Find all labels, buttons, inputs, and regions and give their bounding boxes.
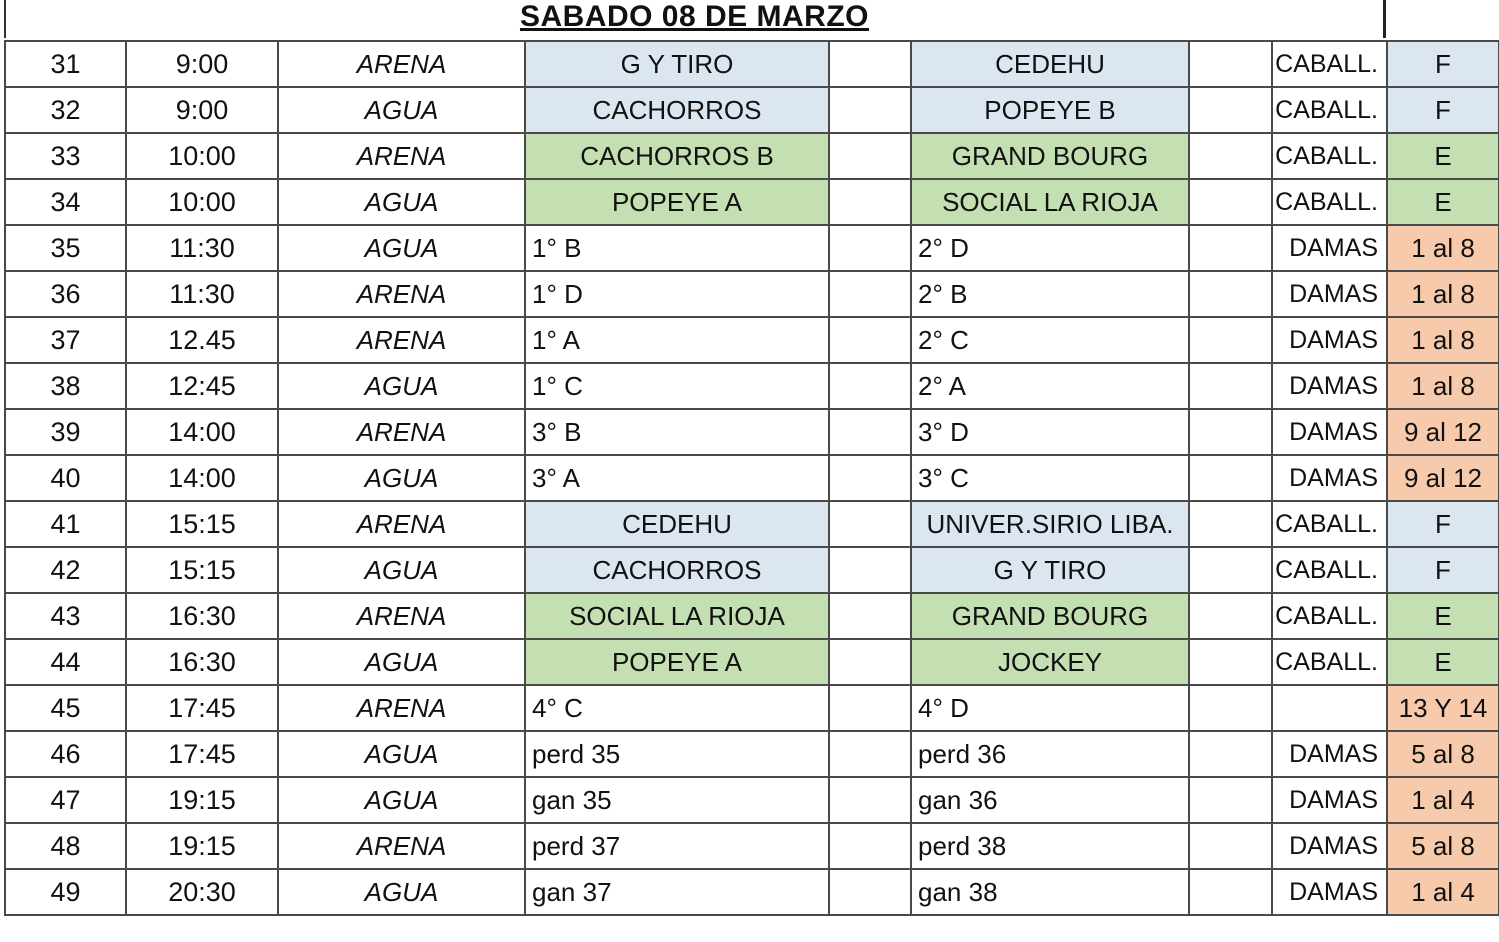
court-cell: AGUA: [278, 179, 525, 225]
match-number-cell: 48: [5, 823, 126, 869]
time-cell: 17:45: [126, 685, 278, 731]
table-row: [5, 731, 1499, 777]
spacer-cell: [1189, 409, 1272, 455]
court-cell: ARENA: [278, 409, 525, 455]
team1-cell: 3° A: [525, 455, 829, 501]
spacer-cell: [829, 87, 911, 133]
category-cell: CABALL.: [1272, 547, 1387, 593]
match-number-cell: 32: [5, 87, 126, 133]
group-cell: 5 al 8: [1387, 731, 1499, 777]
team1-cell: 1° B: [525, 225, 829, 271]
spacer-cell: [829, 593, 911, 639]
spacer-cell: [1189, 869, 1272, 915]
group-cell: 13 Y 14: [1387, 685, 1499, 731]
court-cell: ARENA: [278, 685, 525, 731]
table-row: [5, 685, 1499, 731]
spacer-cell: [1189, 87, 1272, 133]
spacer-cell: [1189, 41, 1272, 87]
table-row: [5, 41, 1499, 87]
time-cell: 20:30: [126, 869, 278, 915]
team2-cell: perd 38: [911, 823, 1189, 869]
category-cell: CABALL.: [1272, 41, 1387, 87]
spacer-cell: [829, 133, 911, 179]
match-number-cell: 43: [5, 593, 126, 639]
group-cell: 9 al 12: [1387, 455, 1499, 501]
category-cell: DAMAS: [1272, 363, 1387, 409]
time-cell: 16:30: [126, 593, 278, 639]
match-number-cell: 44: [5, 639, 126, 685]
team2-cell: 3° C: [911, 455, 1189, 501]
spacer-cell: [829, 501, 911, 547]
time-cell: 11:30: [126, 271, 278, 317]
court-cell: AGUA: [278, 731, 525, 777]
court-cell: AGUA: [278, 547, 525, 593]
group-cell: F: [1387, 41, 1499, 87]
spacer-cell: [829, 225, 911, 271]
team2-cell: perd 36: [911, 731, 1189, 777]
court-cell: ARENA: [278, 823, 525, 869]
match-number-cell: 49: [5, 869, 126, 915]
table-row: [5, 869, 1499, 915]
court-cell: ARENA: [278, 593, 525, 639]
group-cell: 1 al 8: [1387, 317, 1499, 363]
table-row: [5, 547, 1499, 593]
team1-cell: gan 37: [525, 869, 829, 915]
match-number-cell: 45: [5, 685, 126, 731]
category-cell: DAMAS: [1272, 225, 1387, 271]
team1-cell: perd 37: [525, 823, 829, 869]
time-cell: 19:15: [126, 823, 278, 869]
group-cell: 1 al 4: [1387, 869, 1499, 915]
match-number-cell: 41: [5, 501, 126, 547]
category-cell: CABALL.: [1272, 179, 1387, 225]
spacer-cell: [829, 409, 911, 455]
time-cell: 15:15: [126, 501, 278, 547]
team1-cell: CACHORROS: [525, 87, 829, 133]
time-cell: 15:15: [126, 547, 278, 593]
court-cell: ARENA: [278, 317, 525, 363]
time-cell: 10:00: [126, 179, 278, 225]
team2-cell: G Y TIRO: [911, 547, 1189, 593]
table-row: [5, 317, 1499, 363]
team2-cell: gan 36: [911, 777, 1189, 823]
table-row: [5, 363, 1499, 409]
court-cell: ARENA: [278, 41, 525, 87]
table-row: [5, 777, 1499, 823]
title-cell: [4, 0, 1386, 38]
category-cell: CABALL.: [1272, 87, 1387, 133]
category-cell: DAMAS: [1272, 731, 1387, 777]
court-cell: AGUA: [278, 87, 525, 133]
spacer-cell: [829, 271, 911, 317]
table-row: [5, 225, 1499, 271]
match-number-cell: 33: [5, 133, 126, 179]
category-cell: DAMAS: [1272, 777, 1387, 823]
spacer-cell: [1189, 685, 1272, 731]
team1-cell: SOCIAL LA RIOJA: [525, 593, 829, 639]
group-cell: E: [1387, 639, 1499, 685]
table-row: [5, 823, 1499, 869]
group-cell: 1 al 8: [1387, 363, 1499, 409]
time-cell: 9:00: [126, 41, 278, 87]
group-cell: 1 al 8: [1387, 225, 1499, 271]
spacer-cell: [1189, 271, 1272, 317]
team2-cell: 2° B: [911, 271, 1189, 317]
table-row: [5, 133, 1499, 179]
team2-cell: CEDEHU: [911, 41, 1189, 87]
court-cell: AGUA: [278, 225, 525, 271]
category-cell: CABALL.: [1272, 501, 1387, 547]
group-cell: E: [1387, 179, 1499, 225]
court-cell: ARENA: [278, 501, 525, 547]
team2-cell: 4° D: [911, 685, 1189, 731]
match-number-cell: 47: [5, 777, 126, 823]
table-row: [5, 501, 1499, 547]
spacer-cell: [829, 731, 911, 777]
team1-cell: 1° C: [525, 363, 829, 409]
court-cell: AGUA: [278, 777, 525, 823]
group-cell: F: [1387, 87, 1499, 133]
match-number-cell: 40: [5, 455, 126, 501]
spacer-cell: [829, 455, 911, 501]
category-cell: CABALL.: [1272, 639, 1387, 685]
page-title: SABADO 08 DE MARZO: [519, 0, 870, 33]
group-cell: 9 al 12: [1387, 409, 1499, 455]
table-row: [5, 409, 1499, 455]
team2-cell: 2° D: [911, 225, 1189, 271]
spacer-cell: [1189, 179, 1272, 225]
spacer-cell: [829, 179, 911, 225]
match-number-cell: 37: [5, 317, 126, 363]
table-row: [5, 455, 1499, 501]
category-cell: DAMAS: [1272, 455, 1387, 501]
group-cell: E: [1387, 133, 1499, 179]
match-number-cell: 36: [5, 271, 126, 317]
team2-cell: POPEYE B: [911, 87, 1189, 133]
table-row: [5, 639, 1499, 685]
team2-cell: 2° A: [911, 363, 1189, 409]
team2-cell: SOCIAL LA RIOJA: [911, 179, 1189, 225]
match-number-cell: 42: [5, 547, 126, 593]
category-cell: CABALL.: [1272, 593, 1387, 639]
spacer-cell: [1189, 547, 1272, 593]
time-cell: 12:45: [126, 363, 278, 409]
team1-cell: gan 35: [525, 777, 829, 823]
category-cell: DAMAS: [1272, 409, 1387, 455]
spacer-cell: [1189, 501, 1272, 547]
category-cell: DAMAS: [1272, 271, 1387, 317]
spacer-cell: [1189, 133, 1272, 179]
time-cell: 10:00: [126, 133, 278, 179]
spacer-cell: [829, 41, 911, 87]
time-cell: 17:45: [126, 731, 278, 777]
title-row: [4, 0, 1498, 42]
match-number-cell: 35: [5, 225, 126, 271]
group-cell: 1 al 4: [1387, 777, 1499, 823]
team1-cell: POPEYE A: [525, 179, 829, 225]
team1-cell: perd 35: [525, 731, 829, 777]
spacer-cell: [1189, 777, 1272, 823]
group-cell: F: [1387, 501, 1499, 547]
team2-cell: gan 38: [911, 869, 1189, 915]
team1-cell: CACHORROS: [525, 547, 829, 593]
spacer-cell: [1189, 823, 1272, 869]
group-cell: 1 al 8: [1387, 271, 1499, 317]
team2-cell: JOCKEY: [911, 639, 1189, 685]
court-cell: ARENA: [278, 271, 525, 317]
time-cell: 14:00: [126, 409, 278, 455]
spacer-cell: [829, 317, 911, 363]
match-number-cell: 39: [5, 409, 126, 455]
spacer-cell: [829, 685, 911, 731]
spacer-cell: [829, 639, 911, 685]
category-cell: CABALL.: [1272, 133, 1387, 179]
spacer-cell: [829, 547, 911, 593]
table-row: [5, 179, 1499, 225]
match-number-cell: 38: [5, 363, 126, 409]
spacer-cell: [1189, 731, 1272, 777]
spacer-cell: [1189, 363, 1272, 409]
team2-cell: 2° C: [911, 317, 1189, 363]
time-cell: 14:00: [126, 455, 278, 501]
group-cell: E: [1387, 593, 1499, 639]
team1-cell: POPEYE A: [525, 639, 829, 685]
court-cell: AGUA: [278, 639, 525, 685]
spacer-cell: [1189, 639, 1272, 685]
spacer-cell: [829, 869, 911, 915]
match-number-cell: 46: [5, 731, 126, 777]
spacer-cell: [829, 777, 911, 823]
court-cell: AGUA: [278, 455, 525, 501]
spacer-cell: [1189, 225, 1272, 271]
court-cell: AGUA: [278, 363, 525, 409]
team1-cell: 1° A: [525, 317, 829, 363]
time-cell: 16:30: [126, 639, 278, 685]
team1-cell: CEDEHU: [525, 501, 829, 547]
match-number-cell: 31: [5, 41, 126, 87]
team2-cell: GRAND BOURG: [911, 133, 1189, 179]
schedule-body: [5, 41, 1499, 915]
match-schedule-table: [4, 40, 1499, 916]
match-number-cell: 34: [5, 179, 126, 225]
time-cell: 19:15: [126, 777, 278, 823]
team1-cell: 1° D: [525, 271, 829, 317]
table-row: [5, 87, 1499, 133]
team2-cell: 3° D: [911, 409, 1189, 455]
category-cell: DAMAS: [1272, 317, 1387, 363]
group-cell: F: [1387, 547, 1499, 593]
group-cell: 5 al 8: [1387, 823, 1499, 869]
team2-cell: GRAND BOURG: [911, 593, 1189, 639]
category-cell: DAMAS: [1272, 823, 1387, 869]
category-cell: DAMAS: [1272, 869, 1387, 915]
spacer-cell: [1189, 317, 1272, 363]
team1-cell: G Y TIRO: [525, 41, 829, 87]
team2-cell: UNIVER.SIRIO LIBA.: [911, 501, 1189, 547]
category-cell: [1272, 685, 1387, 731]
time-cell: 9:00: [126, 87, 278, 133]
court-cell: ARENA: [278, 133, 525, 179]
table-row: [5, 271, 1499, 317]
court-cell: AGUA: [278, 869, 525, 915]
time-cell: 12.45: [126, 317, 278, 363]
spacer-cell: [829, 363, 911, 409]
spacer-cell: [829, 823, 911, 869]
team1-cell: 4° C: [525, 685, 829, 731]
table-row: [5, 593, 1499, 639]
time-cell: 11:30: [126, 225, 278, 271]
spacer-cell: [1189, 593, 1272, 639]
team1-cell: 3° B: [525, 409, 829, 455]
team1-cell: CACHORROS B: [525, 133, 829, 179]
spacer-cell: [1189, 455, 1272, 501]
